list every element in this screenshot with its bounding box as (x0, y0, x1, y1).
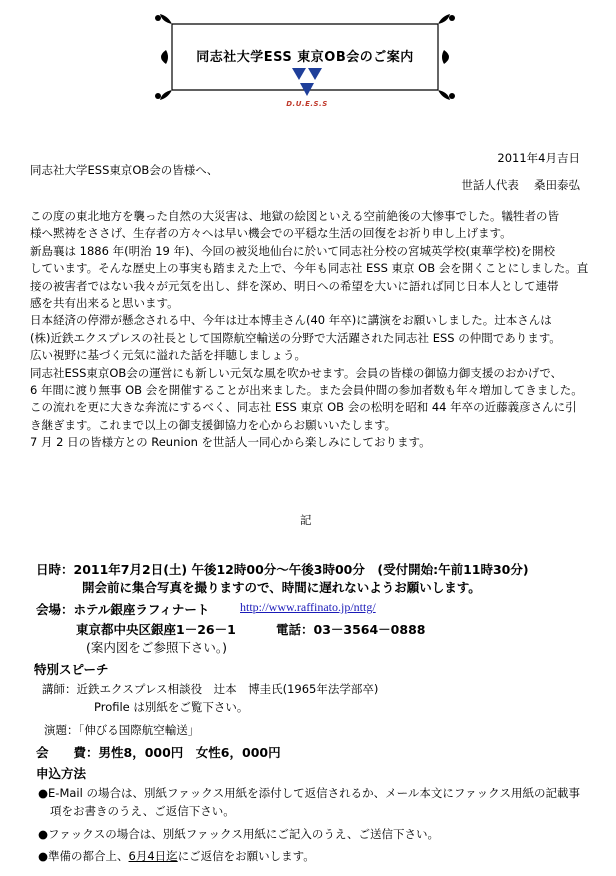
deadline-prefix: ●準備の都合上、 (38, 849, 129, 863)
apply-email-cont: 項をお書きのうえ、ご返信下さい。 (50, 804, 235, 818)
apply-deadline (38, 848, 315, 864)
datetime-row (36, 560, 529, 578)
body-line: 新島襄は 1886 年(明治 19 年)、今回の被災地仙台に於いて同志社分校の宮城英学校(東華学校)を開校 (30, 243, 555, 258)
datetime-value: 2011年7月2日(土) 午後12時00分～午後3時00分 (受付開始:午前11時30分) (73, 562, 529, 577)
body-text (30, 208, 600, 452)
body-line: 7 月 2 日の皆様方との Reunion を世話人一同心から楽しみにしております。 (30, 435, 431, 450)
body-line: 様へ黙祷をささげ、生存者の方々へは早い機会での平穏な生活の回復をお祈り申し上げます。 (30, 226, 512, 241)
photo-note: 開会前に集合写真を撮りますので、時間に遅れないようお願いします。 (82, 580, 481, 595)
letter-date: 2011年4月吉日 (497, 151, 580, 165)
deadline-date: 6月4日迄 (128, 849, 178, 863)
body-line: この流れを更に大きな奔流にするべく、同志社 ESS 東京 OB 会の松明を昭和 44 年卒の近藤義彦さんに引 (30, 400, 577, 415)
duess-logo-icon (290, 66, 324, 100)
logo-text: D.U.E.S.S (286, 100, 328, 108)
page-title: 同志社大学ESS 東京OB会のご案内 (196, 50, 414, 65)
sender: 世話人代表 桑田泰弘 (461, 178, 580, 192)
body-line: この度の東北地方を襲った自然の大災害は、地獄の絵図といえる空前絶後の大惨事でした。犠牲者の皆 (30, 209, 559, 223)
body-line: 感を共有出来ると思います。 (30, 296, 179, 311)
body-line: (株)近鉄エクスプレスの社長として国際航空輸送の分野で大活躍された同志社 ESS の仲間であります。 (30, 330, 561, 345)
profile-note: Profile は別紙をご覧下さい。 (94, 700, 249, 714)
fee-row (36, 743, 281, 761)
ki-mark: 記 (300, 513, 312, 527)
venue-address: 東京都中央区銀座1－26－1 (76, 622, 236, 637)
venue-phone: 電話：03－3564－0888 (276, 622, 426, 637)
apply-fax: ●ファックスの場合は、別紙ファックス用紙にご記入のうえ、ご送信下さい。 (38, 827, 440, 841)
venue-label: 会場： (36, 602, 74, 617)
body-line: 6 年間に渡り無事 OB 会を開催することが出来ました。また会員仲間の参加者数も年々増加してきました。 (30, 383, 583, 398)
speech-label: 特別スピーチ (34, 662, 109, 677)
body-line: 接の被害者ではない我々が元気を出し、絆を深め、明日への希望を大いに語れば同じ日本人として連帯 (30, 278, 559, 293)
venue-name: ホテル銀座ラフィナート (73, 602, 210, 617)
body-line: しています。そんな歴史上の事実も踏まえた上で、今年も同志社 ESS 東京 OB 会を開くことにしました。直 (30, 261, 589, 276)
body-line: 日本経済の停滞が懸念される中、今年は辻本博圭さん(40 年卒)に講演をお願いしました。辻本さんは (30, 313, 552, 328)
body-line: 同志社ESS東京OB会の運営にも新しい元気な風を吹かせます。会員の皆様の御協力御支援のおかげで、 (30, 365, 563, 380)
fee-value: 男性8，000円 女性6，000円 (98, 745, 281, 760)
fee-label: 会 費： (36, 745, 99, 760)
datetime-label: 日時： (36, 562, 74, 577)
speaker: 講師：近鉄エクスプレス相談役 辻本 博圭氏(1965年法学部卒) (42, 682, 379, 696)
deadline-suffix: にご返信をお願いします。 (177, 849, 315, 863)
addressee: 同志社大学ESS東京OB会の皆様へ、 (30, 163, 219, 177)
venue-row (36, 600, 209, 618)
apply-label: 申込方法 (36, 766, 87, 781)
body-line: き継ぎます。これまで以上の御支援御協力を心からお願いいたします。 (30, 417, 397, 432)
speech-topic: 演題：「伸びる国際航空輸送」 (44, 723, 200, 737)
apply-email: ●E-Mail の場合は、別紙ファックス用紙を添付して返信されるか、メール本文にファックス用紙の記載事 (38, 786, 581, 800)
body-line: 広い視野に基づく元気に溢れた話を拝聴しましょう。 (30, 348, 306, 363)
map-note: (案内図をご参照下さい。) (86, 640, 228, 655)
venue-link[interactable]: http://www.raffinato.jp/nttg/ (240, 600, 376, 614)
